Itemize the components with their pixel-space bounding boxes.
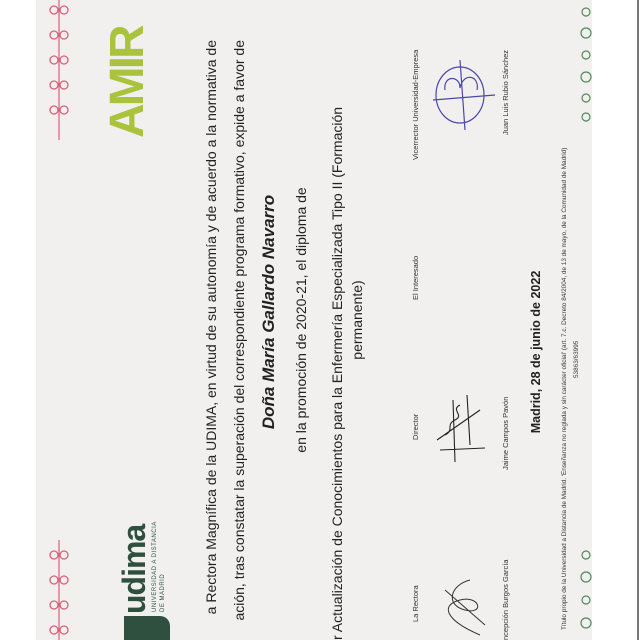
signature-name-director: Jaime Campos Pavón — [501, 396, 510, 470]
promotion-line: en la promoción de 2020-21, el diploma de — [293, 187, 309, 453]
body-line-2: ación, tras constatar la superación del correspondiente programa formativo, expide a favor de — [231, 40, 247, 621]
director-signature — [425, 390, 495, 470]
udima-u-mark — [124, 616, 170, 640]
body-line-1: a Rectora Magnífica de la UDIMA, en virtud de su autonomía y de acuerdo a la normativa de — [203, 40, 219, 615]
recipient-name: Doña María Gallardo Navarro — [259, 194, 278, 430]
issue-date: Madrid, 28 de junio de 2022 — [529, 270, 543, 434]
udima-subtitle-2: DE MADRID — [160, 573, 166, 612]
footer-reference-number: 53863/63995 — [573, 340, 580, 378]
udima-logo-word: udima — [116, 524, 152, 614]
udima-subtitle-1: UNIVERSIDAD A DISTANCIA — [152, 521, 158, 612]
signature-name-vicerrector: Juan Luis Rubio Sánchez — [501, 49, 510, 135]
signature-role-director: Director — [411, 413, 420, 440]
course-title-line-2: permanente) — [349, 280, 365, 360]
vicerrector-signature — [425, 50, 500, 140]
signature-role-interesado: El Interesado — [411, 255, 420, 300]
amir-logo: AMIR — [101, 27, 154, 138]
course-title-line-1: r Actualización de Conocimientos para la Enfermería Especializada Tipo II (Formación — [329, 106, 345, 640]
signature-role-vicerrector: Vicerrector Universidad-Empresa — [411, 49, 420, 160]
footer-legal-text: Título propio de la Universidad a Distancia de Madrid. 'Enseñanza no reglada y sin carácter oficial' (art. 7.c. Decreto 84/2004, de 13 de mayo, de la Comunidad de Madrid) — [561, 147, 568, 630]
signature-role-rectora: La Rectora — [411, 585, 420, 622]
signature-name-rectora: ncepción Burgos García — [501, 559, 510, 640]
rectora-signature — [425, 570, 495, 640]
